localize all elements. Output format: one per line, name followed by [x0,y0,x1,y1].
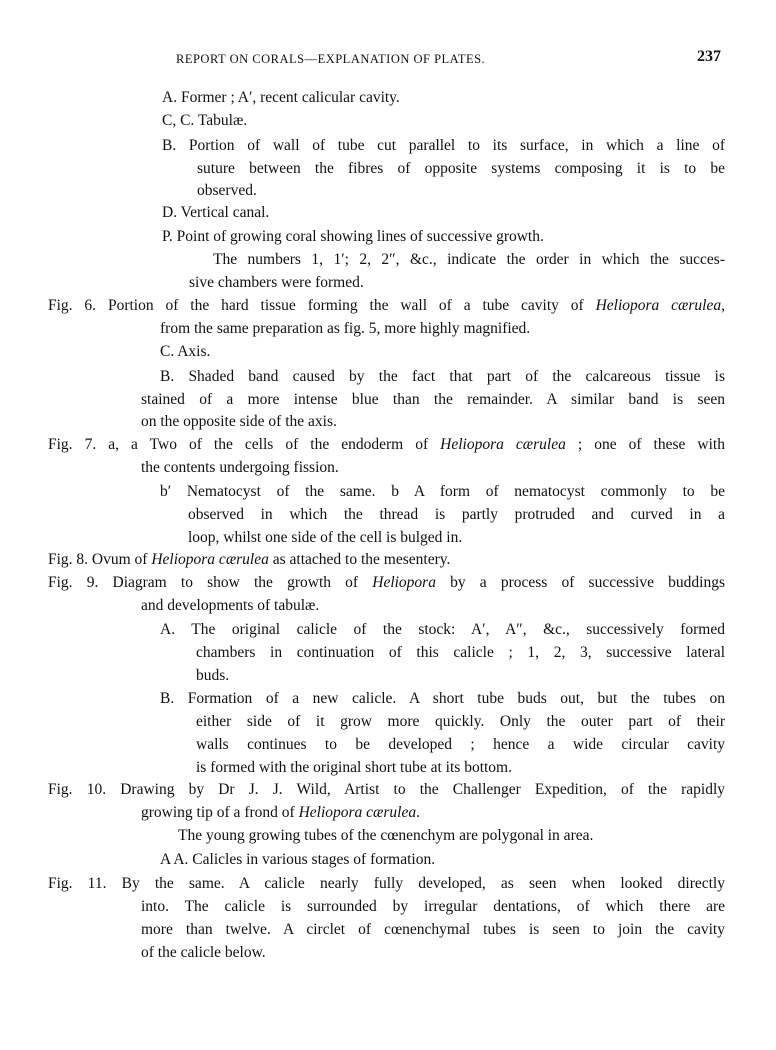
body-line: The numbers 1, 1′; 2, 2″, &c., indicate the order in which the succes- [213,251,725,268]
body-line: of the calicle below. [141,944,266,961]
body-line: C, C. Tabulæ. [162,112,248,129]
body-line: growing tip of a frond of Heliopora cærulea. [141,804,420,821]
body-line: A. The original calicle of the stock: A′, A″, &c., successively formed [160,621,725,638]
body-line: stained of a more intense blue than the remainder. A similar band is seen [141,391,725,408]
body-line: b′ Nematocyst of the same. b A form of nematocyst commonly to be [160,483,725,500]
body-line: is formed with the original short tube at its bottom. [196,759,512,776]
body-line: walls continues to be developed ; hence a wide circular cavity [196,736,725,753]
body-line: chambers in continuation of this calicle ; 1, 2, 3, successive lateral [196,644,725,661]
body-line: B. Shaded band caused by the fact that part of the calcareous tissue is [160,368,725,385]
body-line: more than twelve. A circlet of cœnenchymal tubes is seen to join the cavity [141,921,725,938]
running-title: REPORT ON CORALS—EXPLANATION OF PLATES. [176,52,486,66]
body-line: A A. Calicles in various stages of formation. [160,851,436,868]
page-number: 237 [697,48,721,65]
body-line: and developments of tabulæ. [141,597,320,614]
body-line: suture between the fibres of opposite systems composing it is to be [197,160,725,177]
body-line: loop, whilst one side of the cell is bulged in. [188,529,463,546]
fig-7-caption: Fig. 7. a, a Two of the cells of the endoderm of Heliopora cærulea ; one of these with [48,436,725,453]
fig-6-caption: Fig. 6. Portion of the hard tissue forming the wall of a tube cavity of Heliopora cærulea, [48,297,725,314]
fig-8-caption: Fig. 8. Ovum of Heliopora cærulea as attached to the mesentery. [48,551,451,568]
body-line: observed in which the thread is partly protruded and curved in a [188,506,725,523]
body-line: on the opposite side of the axis. [141,413,337,430]
body-line: observed. [197,182,257,199]
fig-11-caption: Fig. 11. By the same. A calicle nearly fully developed, as seen when looked directly [48,875,725,892]
body-line: sive chambers were formed. [189,274,364,291]
fig-9-caption: Fig. 9. Diagram to show the growth of Heliopora by a process of successive buddings [48,574,725,591]
body-line: buds. [196,667,230,684]
fig-10-caption: Fig. 10. Drawing by Dr J. J. Wild, Artist to the Challenger Expedition, of the rapidly [48,781,725,798]
body-line: D. Vertical canal. [162,204,270,221]
body-line: B. Portion of wall of tube cut parallel to its surface, in which a line of [162,137,725,154]
body-line: the contents undergoing fission. [141,459,339,476]
running-header [0,46,776,72]
body-line: B. Formation of a new calicle. A short tube buds out, but the tubes on [160,690,725,707]
body-line: either side of it grow more quickly. Only the outer part of their [196,713,725,730]
body-line: into. The calicle is surrounded by irregular dentations, of which there are [141,898,725,915]
body-line: The young growing tubes of the cœnenchym are polygonal in area. [178,827,594,844]
body-line: A. Former ; A′, recent calicular cavity. [162,89,400,106]
body-line: from the same preparation as fig. 5, more highly magnified. [160,320,531,337]
body-line: C. Axis. [160,343,211,360]
body-line: P. Point of growing coral showing lines of successive growth. [162,228,544,245]
